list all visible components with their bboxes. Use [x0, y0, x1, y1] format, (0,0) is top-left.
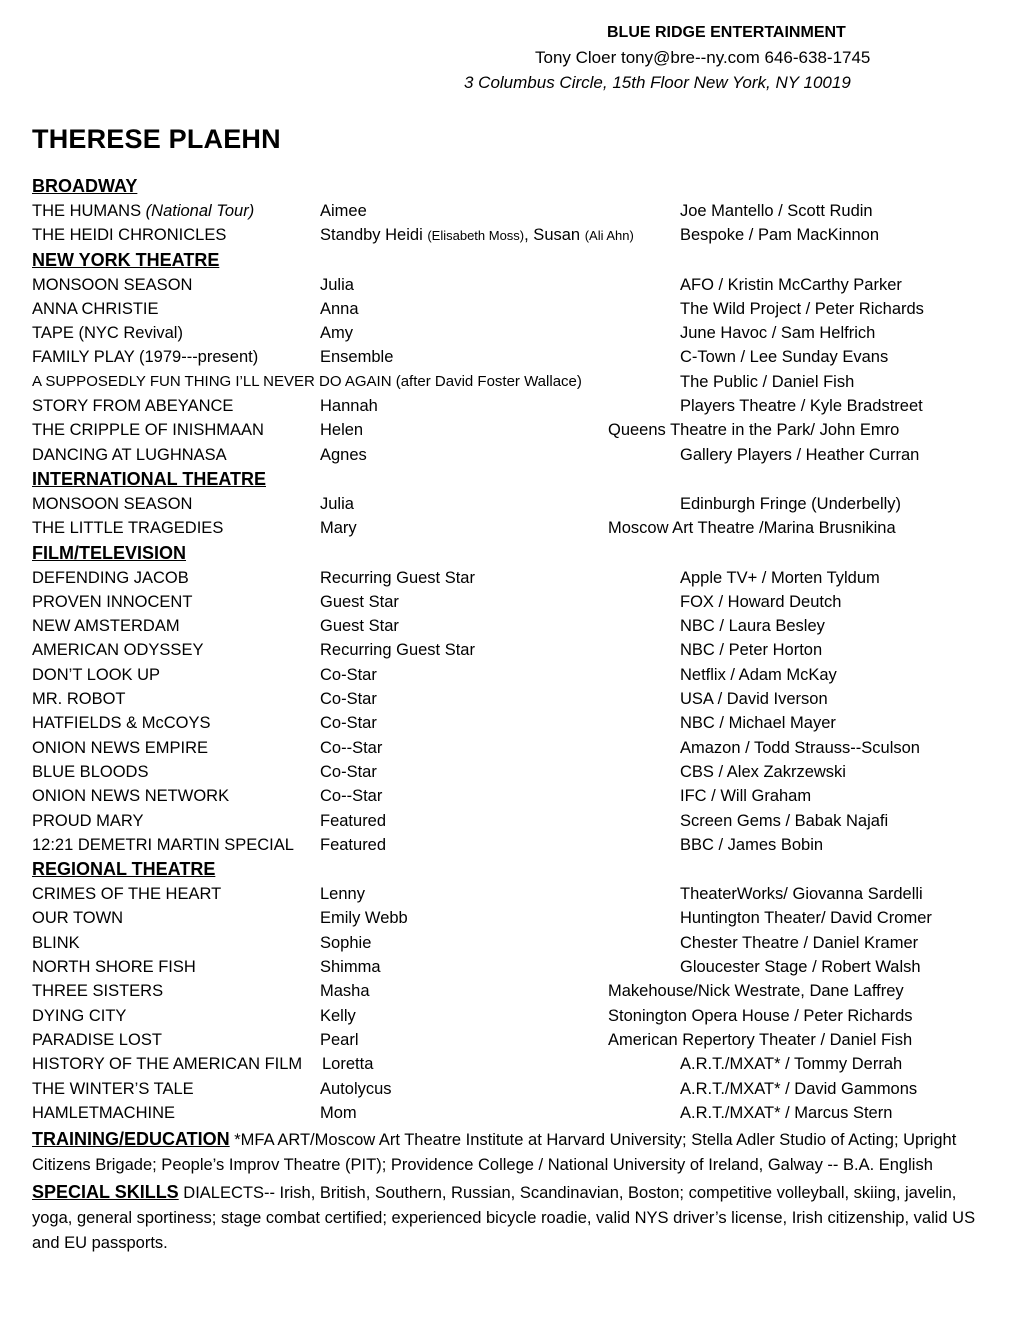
credit-row	[32, 687, 992, 711]
credit-role: Amy	[320, 324, 353, 343]
credit-company: USA / David Iverson	[680, 690, 828, 709]
credit-row	[32, 614, 992, 638]
section-title-regional-theatre: REGIONAL THEATRE	[32, 859, 216, 880]
credit-role: Aimee	[320, 202, 367, 220]
credit-title: PROVEN INNOCENT	[32, 592, 193, 611]
credit-role: Co--Star	[320, 738, 383, 757]
credit-company: Queens Theatre in the Park/ John Emro	[608, 421, 900, 440]
credit-title: 12:21 DEMETRI MARTIN SPECIAL	[32, 835, 294, 854]
credit-title: MONSOON SEASON	[32, 275, 193, 294]
credit-role: Autolycus	[320, 1079, 392, 1098]
credit-title: DEFENDING JACOB	[32, 568, 189, 587]
credit-row	[32, 1004, 992, 1028]
credit-company: Players Theatre / Kyle Bradstreet	[680, 397, 923, 416]
credit-title: MONSOON SEASON	[32, 494, 193, 513]
credit-title: THE HEIDI CHRONICLES	[32, 226, 227, 245]
credit-row	[32, 566, 992, 590]
credit-title: AMERICAN ODYSSEY	[32, 641, 204, 660]
credit-role: Hannah	[320, 397, 378, 416]
credit-role: Ensemble	[320, 348, 394, 367]
credit-role: Julia	[320, 275, 354, 294]
credit-title: THE CRIPPLE OF INISHMAAN	[32, 421, 264, 440]
credit-company: Bespoke / Pam MacKinnon	[680, 226, 880, 245]
credit-title	[32, 199, 254, 223]
credit-row	[32, 590, 992, 614]
credit-title: ANNA CHRISTIE	[32, 299, 159, 318]
credit-row	[32, 443, 992, 467]
credit-company: A.R.T./MXAT* / Tommy Derrah	[680, 1055, 903, 1074]
credit-row	[32, 516, 992, 540]
credit-role: Co-Star	[320, 762, 377, 781]
credit-role: Loretta	[322, 1055, 374, 1074]
credit-title: BLUE BLOODS	[32, 762, 149, 781]
credit-title: HAMLETMACHINE	[32, 1103, 176, 1122]
credit-company: Stonington Opera House / Peter Richards	[608, 1006, 913, 1025]
credit-title: DYING CITY	[32, 1006, 127, 1025]
credit-row	[32, 1101, 992, 1125]
credit-role: Co-Star	[320, 690, 377, 709]
agency-name: BLUE RIDGE ENTERTAINMENT	[607, 24, 846, 41]
credit-title: ONION NEWS EMPIRE	[32, 738, 209, 757]
credit-row	[32, 736, 992, 760]
credit-row	[32, 394, 992, 418]
credit-company: CBS / Alex Zakrzewski	[680, 762, 846, 781]
credit-role: Mary	[320, 519, 357, 538]
credit-row	[32, 297, 992, 321]
credit-role: Featured	[320, 835, 387, 854]
credit-title: BLINK	[32, 933, 80, 952]
credit-role: Recurring Guest Star	[320, 641, 475, 660]
credit-company: Moscow Art Theatre /Marina Brusnikina	[608, 519, 896, 538]
skills-paragraph	[32, 1180, 992, 1256]
credit-company: Netflix / Adam McKay	[680, 665, 837, 684]
section-title-film-television: FILM/TELEVISION	[32, 542, 187, 563]
section-title-new-york-theatre: NEW YORK THEATRE	[32, 249, 220, 270]
credit-company: The Public / Daniel Fish	[680, 372, 855, 391]
credit-company: Gloucester Stage / Robert Walsh	[680, 958, 921, 977]
credit-title: OUR TOWN	[32, 909, 124, 928]
credit-role: Julia	[320, 494, 354, 513]
credit-title: HISTORY OF THE AMERICAN FILM	[32, 1055, 303, 1074]
credit-role-a: Standby Heidi	[320, 226, 428, 245]
credit-title: FAMILY PLAY (1979---present)	[32, 348, 259, 367]
actor-name: THERESE PLAEHN	[32, 124, 281, 154]
credit-row	[32, 345, 992, 369]
credit-row	[32, 955, 992, 979]
credit-role: Pearl	[320, 1030, 359, 1049]
credit-row	[32, 418, 992, 442]
credit-company: NBC / Michael Mayer	[680, 714, 836, 733]
agency-contact: Tony Cloer tony@bre--ny.com 646-638-1745	[535, 48, 871, 67]
credit-row	[32, 1028, 992, 1052]
credit-row	[32, 321, 992, 345]
credit-company: Makehouse/Nick Westrate, Dane Laffrey	[608, 982, 904, 1001]
credit-row	[32, 711, 992, 735]
credit-company: FOX / Howard Deutch	[680, 592, 842, 611]
section-title-international-theatre: INTERNATIONAL THEATRE	[32, 468, 266, 489]
credit-company: Gallery Players / Heather Curran	[680, 445, 920, 464]
credit-company: Huntington Theater/ David Cromer	[680, 909, 932, 928]
section-title-broadway: BROADWAY	[32, 176, 138, 196]
credit-company: June Havoc / Sam Helfrich	[680, 324, 876, 343]
credit-title: DON’T LOOK UP	[32, 665, 161, 684]
credit-row	[32, 223, 992, 247]
credit-role: Co--Star	[320, 787, 383, 806]
credit-company: Apple TV+ / Morten Tyldum	[680, 568, 880, 587]
credit-role: Recurring Guest Star	[320, 568, 475, 587]
section-title-training: TRAINING/EDUCATION	[32, 1129, 230, 1150]
credit-company: A.R.T./MXAT* / Marcus Stern	[680, 1103, 893, 1122]
credit-company: Chester Theatre / Daniel Kramer	[680, 933, 919, 952]
credit-role: Masha	[320, 982, 370, 1001]
credit-role: Guest Star	[320, 617, 399, 636]
credit-title: THE WINTER’S TALE	[32, 1079, 194, 1098]
credit-role: Lenny	[320, 885, 365, 904]
credit-row	[32, 663, 992, 687]
credit-row	[32, 370, 992, 394]
credit-title: THREE SISTERS	[32, 982, 164, 1001]
credit-row	[32, 492, 992, 516]
credit-title: TAPE (NYC Revival)	[32, 324, 183, 343]
section-title-special-skills: SPECIAL SKILLS	[32, 1182, 179, 1203]
credit-role: Anna	[320, 299, 359, 318]
credit-company: NBC / Laura Besley	[680, 617, 825, 636]
credit-company: BBC / James Bobin	[680, 835, 824, 854]
credit-title: NORTH SHORE FISH	[32, 958, 196, 977]
credit-row	[32, 979, 992, 1003]
credit-company: AFO / Kristin McCarthy Parker	[680, 275, 902, 294]
credit-role: Featured	[320, 811, 387, 830]
credit-title: PARADISE LOST	[32, 1030, 162, 1049]
credit-role: Agnes	[320, 445, 367, 464]
credit-company: NBC / Peter Horton	[680, 641, 823, 660]
credit-company: A.R.T./MXAT* / David Gammons	[680, 1079, 918, 1098]
credit-role: Guest Star	[320, 592, 399, 611]
credit-role: Co-Star	[320, 714, 377, 733]
credit-row	[32, 199, 992, 223]
credit-company: The Wild Project / Peter Richards	[680, 299, 924, 318]
credit-row	[32, 1077, 992, 1101]
credit-title: DANCING AT LUGHNASA	[32, 445, 227, 464]
credit-role-a-note: (Elisabeth Moss)	[427, 228, 525, 244]
credit-title-note: (National Tour)	[145, 202, 255, 220]
credit-company: Screen Gems / Babak Najafi	[680, 811, 889, 830]
credit-role-b: , Susan	[524, 226, 585, 245]
credit-title: A SUPPOSEDLY FUN THING I’LL NEVER DO AGAIN (after David Foster Wallace)	[32, 372, 582, 390]
credit-company: American Repertory Theater / Daniel Fish	[608, 1030, 913, 1049]
credit-row	[32, 273, 992, 297]
credit-role: Sophie	[320, 933, 372, 952]
credit-company: TheaterWorks/ Giovanna Sardelli	[680, 885, 923, 904]
credit-role: Helen	[320, 421, 364, 440]
credit-company: Amazon / Todd Strauss--Sculson	[680, 738, 920, 757]
credit-title: CRIMES OF THE HEART	[32, 885, 222, 904]
credit-company: C-Town / Lee Sunday Evans	[680, 348, 889, 367]
agency-address: 3 Columbus Circle, 15th Floor New York, NY 10019	[464, 73, 851, 92]
credit-title: STORY FROM ABEYANCE	[32, 397, 234, 416]
credit-role-b-note: (Ali Ahn)	[584, 228, 634, 244]
training-paragraph	[32, 1127, 992, 1178]
credit-row	[32, 833, 992, 857]
training-text: *MFA ART/Moscow Art Theatre Institute at Harvard University; Stella Adler Studio of Acting; Upright Citizens Brigade; People’s Improv Theatre (PIT); Providence College / National University of Ireland, Galway -- B.A. English	[32, 1131, 957, 1175]
credit-title: PROUD MARY	[32, 811, 144, 830]
credit-title: HATFIELDS & McCOYS	[32, 714, 211, 733]
skills-text: DIALECTS-- Irish, British, Southern, Russian, Scandinavian, Boston; competitive volleyball, skiing, javelin, yoga, general sportiness; stage combat certified; experienced bicycle roadie, valid NYS driver’s license, Irish citizenship, valid US and EU passports.	[32, 1184, 976, 1253]
credit-company: IFC / Will Graham	[680, 787, 812, 806]
credit-role	[320, 223, 634, 248]
credit-company: Joe Mantello / Scott Rudin	[680, 202, 873, 220]
credits-list	[32, 174, 992, 1256]
credit-role: Kelly	[320, 1006, 356, 1025]
credit-role: Shimma	[320, 958, 381, 977]
credit-role: Mom	[320, 1103, 357, 1122]
credit-row	[32, 906, 992, 930]
credit-company: Edinburgh Fringe (Underbelly)	[680, 494, 902, 513]
credit-row	[32, 809, 992, 833]
credit-row	[32, 1052, 992, 1076]
credit-title: NEW AMSTERDAM	[32, 617, 180, 636]
credit-title: MR. ROBOT	[32, 690, 126, 709]
credit-role: Emily Webb	[320, 909, 408, 928]
credit-title-text: THE HUMANS	[32, 202, 146, 220]
credit-title: ONION NEWS NETWORK	[32, 787, 230, 806]
credit-title: THE LITTLE TRAGEDIES	[32, 519, 224, 538]
credit-row	[32, 931, 992, 955]
credit-row	[32, 882, 992, 906]
credit-row	[32, 638, 992, 662]
credit-row	[32, 760, 992, 784]
credit-role: Co-Star	[320, 665, 377, 684]
credit-row	[32, 784, 992, 808]
